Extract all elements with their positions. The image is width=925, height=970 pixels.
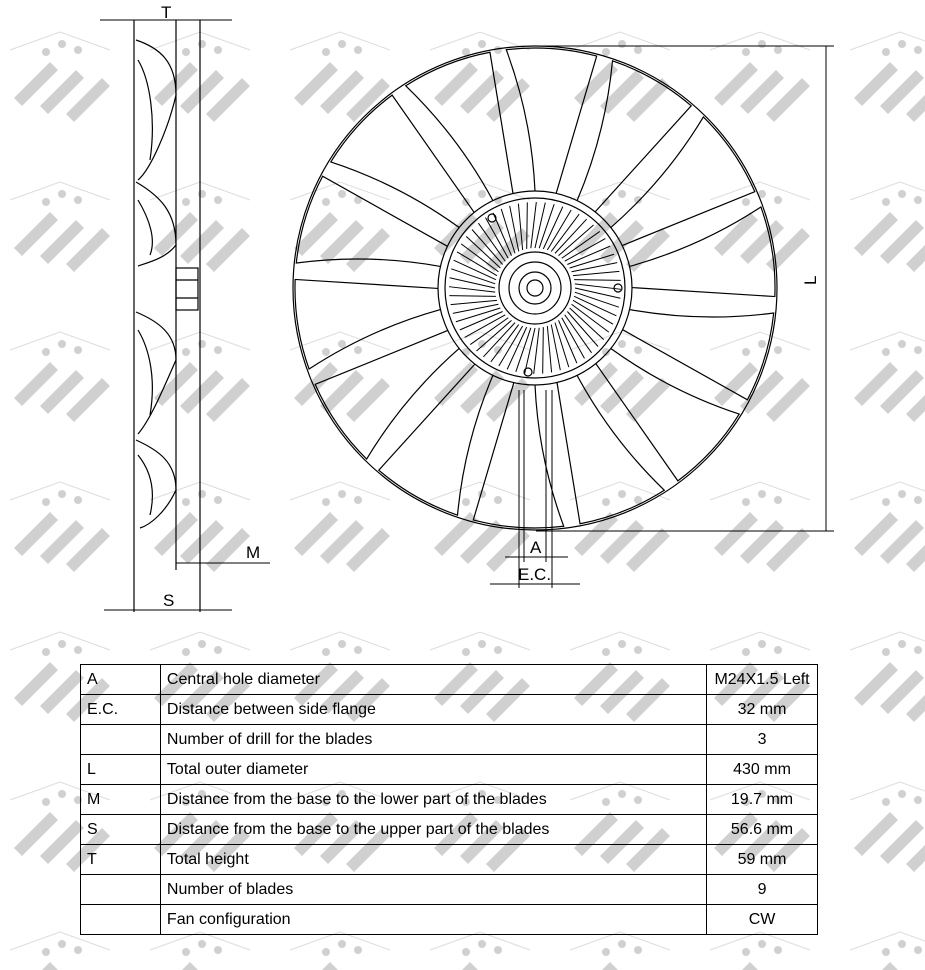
cooling-fin — [570, 308, 604, 340]
watermark-logo — [850, 632, 925, 722]
spec-value: M24X1.5 Left — [707, 665, 818, 695]
watermark-logo — [290, 482, 390, 572]
spec-description: Distance from the base to the upper part of the blades — [160, 815, 706, 845]
cooling-fin — [476, 320, 511, 351]
watermark-logo — [430, 932, 530, 970]
watermark-logo — [10, 182, 110, 272]
spec-description: Number of blades — [160, 875, 706, 905]
watermark-logo — [850, 782, 925, 872]
spec-value: 430 mm — [707, 755, 818, 785]
cooling-fin — [531, 202, 536, 248]
spec-code — [81, 875, 161, 905]
cooling-fin — [574, 280, 621, 281]
fan-blade — [506, 48, 596, 193]
spec-code: L — [81, 755, 161, 785]
watermark-logo — [10, 482, 110, 572]
cooling-fin — [451, 300, 497, 304]
watermark-logo — [710, 482, 810, 572]
spec-value: CW — [707, 905, 818, 935]
cooling-fin — [572, 263, 618, 272]
watermark-logo — [10, 332, 110, 422]
spec-value: 3 — [707, 725, 818, 755]
dimension-label-l: L — [801, 275, 820, 285]
watermark-logo — [850, 332, 925, 422]
dimension-label-t: T — [161, 3, 172, 22]
watermark-logo — [710, 182, 810, 272]
watermark-logo — [10, 32, 110, 122]
dimension-label-s: S — [163, 591, 175, 610]
cooling-fin — [575, 288, 620, 298]
watermark-logo — [850, 482, 925, 572]
dimension-label-a: A — [530, 538, 542, 557]
table-row — [81, 905, 818, 935]
fan-blade — [596, 348, 739, 480]
table-row — [81, 725, 818, 755]
watermark-logo — [290, 332, 390, 422]
table-row — [81, 815, 818, 845]
watermark-logo — [570, 932, 670, 970]
spec-value: 32 mm — [707, 695, 818, 725]
specification-table — [80, 664, 818, 935]
cooling-fin — [551, 325, 560, 371]
fan-blade — [623, 310, 774, 400]
cooling-fin — [534, 328, 539, 374]
spec-description: Distance from the base to the lower part of the blades — [160, 785, 706, 815]
fan-blade — [379, 364, 493, 515]
dimension-label-m: M — [246, 543, 261, 562]
cooling-fin — [449, 296, 496, 297]
table-row — [81, 755, 818, 785]
watermark-logo — [710, 932, 810, 970]
spec-description: Central hole diameter — [160, 665, 706, 695]
table-row — [81, 695, 818, 725]
cooling-fin — [543, 327, 544, 374]
cooling-fin — [449, 287, 495, 292]
fan-blade — [295, 279, 440, 369]
table-row — [81, 845, 818, 875]
spec-code: A — [81, 665, 161, 695]
cooling-fin — [567, 312, 598, 347]
spec-description: Number of drill for the blades — [160, 725, 706, 755]
watermark-logo — [850, 932, 925, 970]
spec-description: Total outer diameter — [160, 755, 706, 785]
spec-code — [81, 725, 161, 755]
cooling-fin — [535, 203, 545, 248]
spec-description: Fan configuration — [160, 905, 706, 935]
cooling-fin — [573, 271, 619, 275]
dimension-label-ec: E.C. — [518, 565, 552, 584]
watermark-logo — [850, 182, 925, 272]
spec-value: 56.6 mm — [707, 815, 818, 845]
spec-value: 19.7 mm — [707, 785, 818, 815]
table-row — [81, 785, 818, 815]
watermark-logo — [10, 932, 110, 970]
watermark-logo — [150, 932, 250, 970]
spec-value: 59 mm — [707, 845, 818, 875]
cooling-fin — [547, 326, 551, 372]
spec-code: T — [81, 845, 161, 875]
table-row — [81, 875, 818, 905]
spec-code — [81, 905, 161, 935]
spec-value: 9 — [707, 875, 818, 905]
spec-code: E.C. — [81, 695, 161, 725]
spec-code: S — [81, 815, 161, 845]
cooling-fin — [453, 304, 499, 313]
cooling-fin — [527, 202, 528, 249]
fan-front-view — [293, 46, 777, 530]
watermark-logo — [290, 932, 390, 970]
table-row — [81, 665, 818, 695]
watermark-logo — [850, 32, 925, 122]
spec-description: Total height — [160, 845, 706, 875]
spec-code: M — [81, 785, 161, 815]
cooling-fin — [450, 278, 495, 288]
watermark-logo — [290, 182, 390, 272]
spec-description: Distance between side flange — [160, 695, 706, 725]
cooling-fin — [525, 328, 535, 373]
